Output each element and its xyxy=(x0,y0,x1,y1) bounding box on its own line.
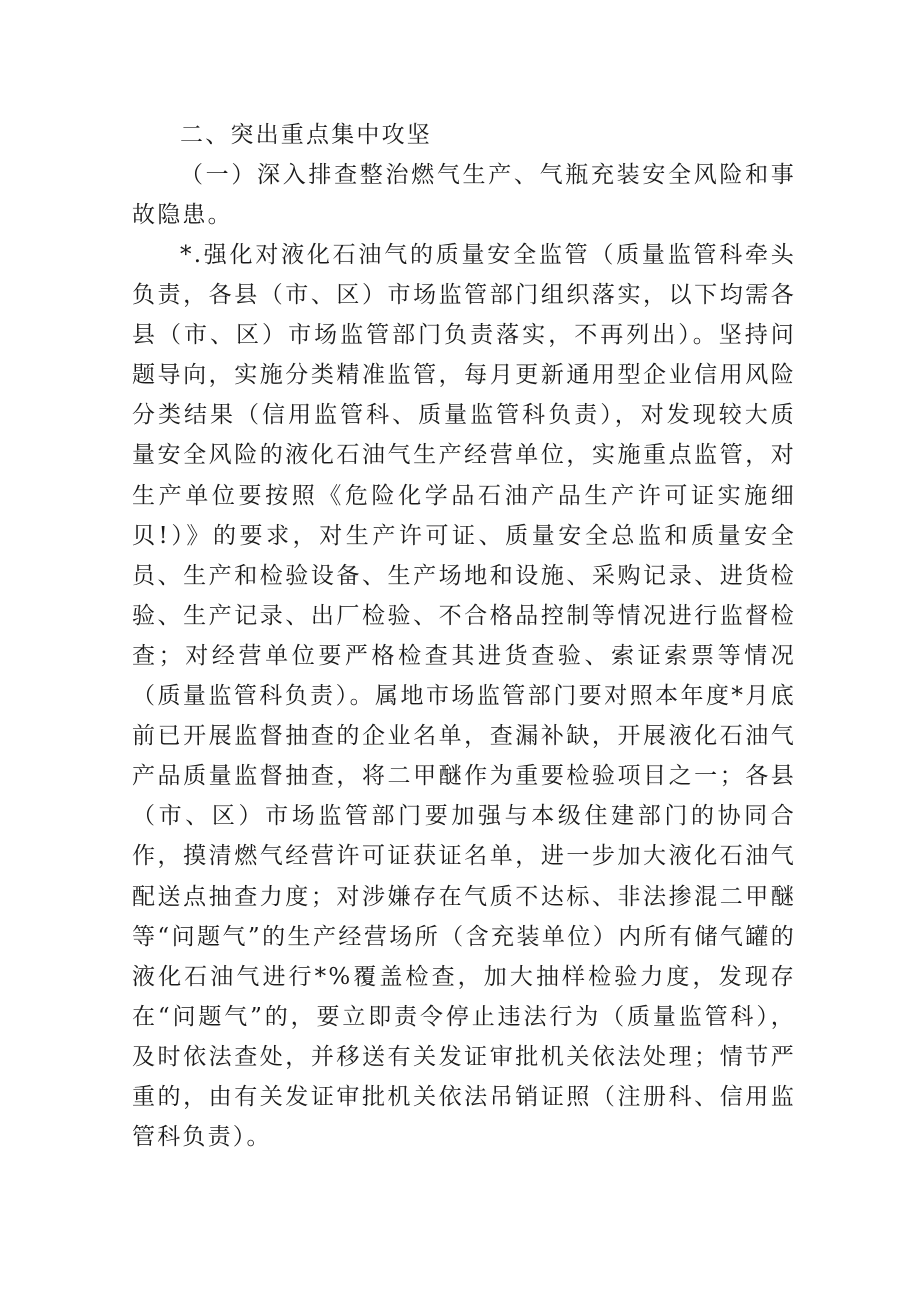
body-paragraph: *.强化对液化石油气的质量安全监管（质量监管科牵头负责，各县（市、区）市场监管部门组织落实，以下均需各县（市、区）市场监管部门负责落实，不再列出）。坚持问题导向，实施分类精准监管，每月更新通用型企业信用风险分类结果（信用监管科、质量监管科负责），对发现较大质量安全风险的液化石油气生产经营单位，实施重点监管，对生产单位要按照《危险化学品石油产品生产许可证实施细贝!）》的要求，对生产许可证、质量安全总监和质量安全员、生产和检验设备、生产场地和设施、采购记录、进货检验、生产记录、出厂检验、不合格品控制等情况进行监督检查；对经营单位要严格检查其进货查验、索证索票等情况（质量监管科负责）。属地市场监管部门要对照本年度*月底前已开展监督抽查的企业名单，查漏补缺，开展液化石油气产品质量监督抽查，将二甲醚作为重要检验项目之一；各县（市、区）市场监管部门要加强与本级住建部门的协同合作，摸清燃气经营许可证获证名单，进一步加大液化石油气配送点抽查力度；对涉嫌存在气质不达标、非法掺混二甲醚等“问题气”的生产经营场所（含充装单位）内所有储气罐的液化石油气进行*%覆盖检查，加大抽样检验力度，发现存在“问题气”的，要立即责令停止违法行为（质量监管科），及时依法查处，并移送有关发证审批机关依法处理；情节严重的，由有关发证审批机关依法吊销证照（注册科、信用监管科负责）。 xyxy=(132,242,796,1151)
subsection-heading: （一）深入排查整治燃气生产、气瓶充装安全风险和事故隐患。 xyxy=(132,162,796,229)
section-heading: 二、突出重点集中攻坚 xyxy=(180,122,432,148)
